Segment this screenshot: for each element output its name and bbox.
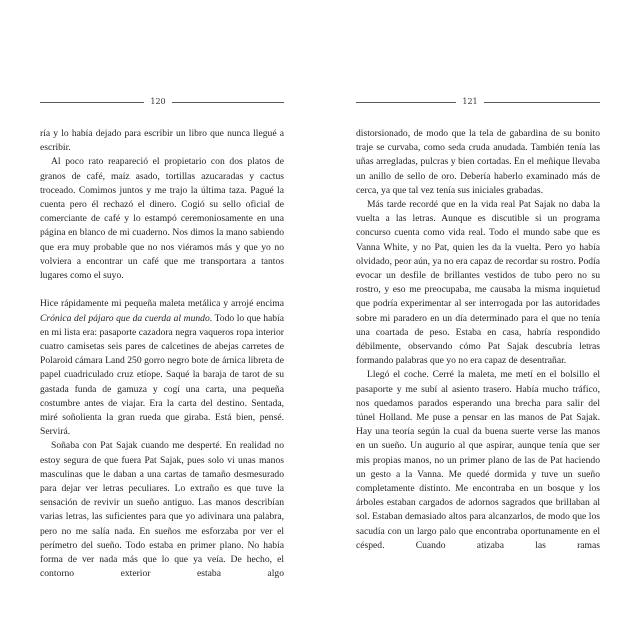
header-rule-right — [172, 102, 284, 103]
text-segment: Más tarde recordé que en la vida real Pat Sajak no daba la vuelta a las letras. Aunque es discutible si un programa concurso cuenta como vida real. Todo el mundo sabe que es Vanna White, y no Pat, quien les da la vuelta. Pero yo había olvidado, peor aún, ya no era capaz de recordar su rostro. Podía evocar un desfile de brillantes vestidos de tubo pero no su rostro, y eso me preocupaba, me causaba la misma inquietud que podría experimentar al ser interrogada por las autoridades sobre mi paradero en un día determinado para el que no tenía una coartada de peso. Estaba en casa, habría respondido débilmente, observando cómo Pat Sajak descubría letras formando palabras que yo no era capaz de desentrañar. — [356, 199, 601, 367]
page-body-text — [40, 127, 284, 581]
paragraph — [356, 198, 600, 368]
text-segment: distorsionado, de modo que la tela de gabardina de su bonito traje se curvaba, como seda cruda anudada. También tenía las uñas arregladas, pulcras y bien cortadas. En el meñique llevaba un anillo de sello de oro. Debería haberlo examinado más de cerca, ya que tal vez tenía sus iniciales grabadas. — [356, 128, 600, 196]
header-rule-right — [484, 102, 600, 103]
paragraph — [40, 297, 284, 439]
paragraph — [40, 127, 284, 155]
text-segment: . Todo lo que había en mi lista era: pasaporte cazadora negra vaqueros ropa interior cuatro camisetas seis pares de calcetines de abejas carretes de Polaroid cámara Land 250 gorro negro bote de árnica libreta de papel cuadriculado cruz etíope. Saqué la baraja de tarot de su gastada funda de gamuza y cogí una carta, una pequeña costumbre antes de viajar. Era la carta del destino. Sentada, miré soñolienta la gran rueda que giraba. Está bien, pensé. Servirá. — [40, 312, 284, 438]
page-body-text — [356, 127, 600, 553]
text-segment: Llegó el coche. Cerré la maleta, me metí en el bolsillo el pasaporte y me subí al asiento trasero. Había mucho tráfico, nos quedamos parados esperando una brecha para salir del túnel Holland. Me puse a pensar en las manos de Pat Sajak. Hay una teoría según la cual da buena suerte verse las manos en un sueño. Un augurio al que aspirar, aunque tenía que ser mis propias manos, no un primer plano de las de Pat haciendo un gesto a la Vanna. Me quedé dormida y tuve un sueño completamente distinto. Me encontraba en un bosque y los árboles estaban cargados de adornos sagrados que brillaban al sol. Estaban demasiado altos para alcanzarlos, de modo que los sacudía con un largo palo que encontraba oportunamente en el césped. Cuando atizaba las ramas — [356, 369, 600, 551]
header-rule-left — [356, 102, 456, 103]
text-segment: Hice rápidamente mi pequeña maleta metálica y arrojé encima — [40, 298, 284, 310]
paragraph — [356, 368, 600, 553]
page-number: 120 — [150, 97, 166, 106]
text-segment: Al poco rato reapareció el propietario con dos platos de granos de café, maíz asado, tortillas azucaradas y cactus troceado. Comimos juntos y me trajo la última taza. Pagué la cuenta pero él rechazó el dinero. Cogió su sello oficial de comerciante de café y lo estampó ceremoniosamente en una página en blanco de mi cuaderno. Nos dimos la mano sabiendo que era muy probable que no nos viéramos más y que yo no volviera a encontrar un café que me transportara a tantos lugares como el suyo. — [40, 156, 284, 282]
page-header — [40, 96, 284, 108]
right-page — [356, 96, 601, 551]
left-page — [40, 96, 284, 580]
book-title-italic: Crónica del pájaro que da cuerda al mundo — [40, 312, 210, 324]
paragraph — [40, 439, 284, 581]
page-number: 121 — [462, 97, 478, 106]
text-segment: Soñaba con Pat Sajak cuando me desperté. En realidad no estoy segura de que fuera Pat Sajak, pues solo vi unas manos masculinas que le daban a una cartas de tamaño desmesurado para dejar ver letras peculiares. Lo extraño es que tuve la sensación de revivir un sueño antiguo. Las manos describían varias letras, las suficientes para que yo adivinara una palabra, pero no me salía nada. En sueños me esforzaba por ver el perímetro del sueño. Todo estaba en primer plano. No había forma de ver nada más que lo que ya veía. De hecho, el contorno exterior estaba algo — [40, 440, 284, 580]
paragraph — [40, 155, 284, 283]
page-header — [356, 96, 600, 108]
paragraph — [356, 127, 600, 198]
text-segment: ría y lo había dejado para escribir un libro que nunca llegué a escribir. — [40, 128, 284, 154]
header-rule-left — [40, 102, 144, 103]
